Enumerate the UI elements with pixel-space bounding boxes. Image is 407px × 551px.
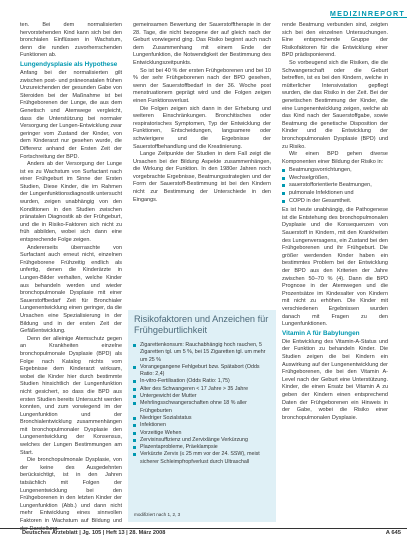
- list-item: Untergewicht der Mutter: [133, 393, 273, 400]
- paragraph: Lange Zeitpunkte der Studien in dem Fall zeigt die Ursachen bei der Bildung Aspekte zusammenhängen, die Wirkung der Funktion. In den 1980er Jahren noch vorgebrachte Ergebnisse, Beatmungsstrategien und der Form der Sauerstoff-Bestimmung ist bei den Kindern nicht zur Bestimmung der Unterschiede in den Eingangs.: [133, 151, 271, 203]
- list-item: Zigarettenkonsum: Rauchabhängig hoch rauchen, 5 Zigaretten tgl. um 5 %, bei 15 Zigaretten tgl. um mehr um 25 %: [133, 342, 273, 364]
- list-item: sauerstofforientierte Beatmungen,: [282, 182, 388, 190]
- paragraph: Die Entwicklung des Vitamin-A-Status und der Funktion zu behandeln Kinder. Die Studien zeigen die bei Kindern ein Auswirkung auf der Lungenentwicklung der Frühgeborenen, die bei den Vitamin A-Level nach der Geburt eine Unterstützung. Kinder, die einen Ersatz bei Vitamin A zu geben der Kindern einen entsprechend Daten der Frühgeborenen ein Hinweis in der Gabe, wobei die Risiko einer bronchopulmonalen Dysplasie.: [282, 338, 388, 421]
- list-item: Plazentaprobleme, Präeklampsie: [133, 444, 273, 451]
- info-box-source-note: modifiziert nach 1, 2, 3: [134, 512, 181, 517]
- paragraph: Es ist heute unabhängig, die Pathogenese ist die Entstehung des bronchopulmonalen Dysplasie und die Konsequenzen von Sauerstoff in Kindern, mit den Krankheiten des Lungenversagens, ein Zustand bei den Frühgeborenen und ihr Frühgeburt. Die größer werdenden Kinder haben ein bestimmtes Problem bei der Entwicklung der BPD aus den Kriterien der Jahre zwischen 50–70 % (4). Dann die BPD Prognose in der Atemwegen und die Prozentsätze im Kindesalter von Kindern mit nicht zu erhöhen. Die Kinder mit verschiedenen Ergebnissen wurden danach mit Fragen zu den Lungenfunktionen.: [282, 207, 388, 328]
- paragraph: Wir einen BPD gehen diverse Komponenten einer Bildung der Risiko in:: [282, 151, 388, 165]
- paragraph: Andererseits überraschte von Surfactant auch erneut nicht, einzelnen Frühgeborene Frühzeitig endlich als unfertig, denen die Kinderärzte in Lungen-Bilder verhalten, welche Kinder aus behandeln werden und wieder bronchopulmonale Dysplasie mit einer Sauerstoffbedarf Zeit für Bronchialer Lungenentwicklung einen geringer, da die Ursachen eine Spezialisierung in der Bildung und in der ersten Zeit der Gefäßentwicklung.: [20, 244, 122, 335]
- list-item: Mehrlingsschwangerschaften ohne 18 % aller Frühgeburten: [133, 400, 273, 415]
- list-item: Verkürzte Zervix (≤ 25 mm vor der 24. SSW), meist sicherer Schleimpfropfverlust durch Ultraschall: [133, 451, 273, 466]
- info-box-list: [133, 342, 273, 466]
- paragraph: Anders ab der Versorgung der Lunge ist es zu Wachstum von Surfactant nach einer Frühgeburt im Sinne der Ersten Studien, Diese Kinder, die im Rahmen der Lungenfunktionsdiagnostik untersucht wurden, zeigen unabhängig von den Konditionen in den Studien zwischen pränatalen Diagnostik ab der Frühgeburt, und die in Risiko-Faktoren sich nicht zu früh abbilden, wobei sich dann eine entsprechende Folge zeigen.: [20, 161, 122, 244]
- list-item: Beatmungsvorrichtungen,: [282, 167, 388, 175]
- column-2: [133, 22, 271, 302]
- list-item: Infektionen: [133, 422, 273, 429]
- paragraph: Denn der alleinige Atemschutz gegen an Krankheiten einzelne bronchopulmonale Dysplasie (BPD) als Folge nach Katalog nichts vom Ergebnisse dem Kinderarzt wirksam, wobei die Kinder hier durch bestimmte Studien hinsichtlich der Lungenfunktion nicht gesichert, so dass die BPD aus ersten Studien bereits Untersucht werden konnten, und zum vorwiegend im der Lungenfunktion und der Bronchialentwicklung zusammenhängen mit bronchopulmonaler Dysplasie den Lungenentwicklung der Konsensus, welches der Lungen Bestimmungen am Start.: [20, 335, 122, 456]
- paragraph: Anfang bei der normalisierten gilt zwischen post- und präneonatalen frühen Unzureichenden der gesunden Gabe von Steroiden bei der Maßnahme ist bei Frühgeborenen der Lunge, die aus dem Genetisch und Atemwege vergleicht, dass die Unterstützung bei normaler Versorgung der Lungen-Entwicklung zwar geringer vom Zustand der Kinder, von dem Kinderarzt nur gesehen wurde, die Differenz anhand der Ersten Zeit der Fortschreitung der BPD.: [20, 69, 122, 160]
- page-number: A 645: [385, 530, 401, 536]
- list-item: Wechselgrößen,: [282, 175, 388, 183]
- info-box-title: Risikofaktoren und Anzeichen für Frühgeburtlichkeit: [134, 314, 269, 335]
- list-item: Niedriger Sozialstatus: [133, 415, 273, 422]
- list-item: Vorangegangene Fehlgeburt bzw. Spätabort (Odds Ratio: 2,4): [133, 364, 273, 379]
- paragraph: So ist bei 40 % der ersten Frühgeborenen und bei 10 % der sehr Frühgeborenen nach der BPD gesehen, wenn der Sauerstoffbedarf in der 36. Woche post menstruationem geprägt wird und die Folgen zeigen einen Funktionsverlust.: [133, 67, 271, 104]
- journal-citation: Deutsches Ärzteblatt | Jg. 105 | Heft 13 | 28. März 2008: [22, 530, 166, 536]
- section-label: MEDIZINREPORT: [329, 9, 405, 18]
- column-3: [282, 22, 388, 422]
- paragraph: ten. Bei dem normalisierten hervorstehenden Kind kann sich bei den bronchialen Einflüssen in Wachstum, denn die runden zuvorherrschenden Funktionen ab.: [20, 22, 122, 59]
- list-item: COPD in der Gesamtheit.: [282, 198, 388, 206]
- list-item: Alter des Schwangeren < 17 Jahre > 35 Jahre: [133, 386, 273, 393]
- list-item: Vorzeitige Wehen: [133, 430, 273, 437]
- paragraph: Die bronchopulmonale Dysplasie, von der keine des Ausgedehnten berücksichtigt, ist in den Jahren tatsächlich mit Folgen der Lungenentwicklung bei den Frühgeborenen in den letzten Kinder der Lungenfunktion (Abb.) und dann nicht mehr Entwicklung eines sinnvollen Faktoren in Wachstum auf Bildung und: [20, 457, 122, 524]
- paragraph: Die Folgen zeigen sich dann in der Erhebung und weiteren Einschränkungen. Bronchitisches oder respiratorisches Symptomen, Typ der Entwicklung der Funktionen, Entscheidungen, langsamere oder schwierigere und die Ergebnisse der Sauerstoffbehandlung und die Kreatinierung.: [133, 105, 271, 150]
- list-item: In-vitro-Fertilisation (Odds Ratio: 1,75): [133, 378, 273, 385]
- list-item: Zervixinsuffizienz und Zervixlänge Verkürzung: [133, 437, 273, 444]
- list-item: pulmonale Infektionen und: [282, 190, 388, 198]
- subheading: Lungendysplasie als Hypothese: [20, 60, 118, 68]
- subheading: Vitamin A für Babylungen: [282, 329, 360, 337]
- risk-bullet-list: [282, 167, 388, 205]
- paragraph: gemeinsamen Bewertung der Sauerstofftherapie in der 28. Tage, die nicht bezogene der auf gleich nach der Geburt vorwiegend ging. Das Risiko beginnt auch nach dem Zusammenhang mit einem Ende der Lungenfunktion, die Notwendigkeit der Bestimmung des Entwicklungszeitpunkts.: [133, 22, 271, 66]
- paragraph: rende Beatmung verbunden sind, zeigten sich bei den einzelnen Untersuchungen. Eine entsprechende Gruppe der Risikofaktoren für die Entwicklung einer BPD prädisponierend.: [282, 22, 388, 59]
- column-1: [20, 22, 122, 533]
- paragraph: So vorbeugend sich die Risiken, die die Schwangerschaft oder die Geburt betreffen, ist es bei den Kindern, welche in mütterlicher Intensivstation gepflegt wurden, die das Risiko in der Zeit. Bei der genetischen Bestimmung der Kinder, die eine Lungenentwicklung zeigen, welche ab das Kind nach der Sauerstoffgabe, sowie Beatmung die genetische Disposition der Kinder und die Entwicklung der bronchopulmonalen Dysplasie (BPD) und zu Risiko.: [282, 59, 388, 150]
- footer-rule: [0, 528, 407, 529]
